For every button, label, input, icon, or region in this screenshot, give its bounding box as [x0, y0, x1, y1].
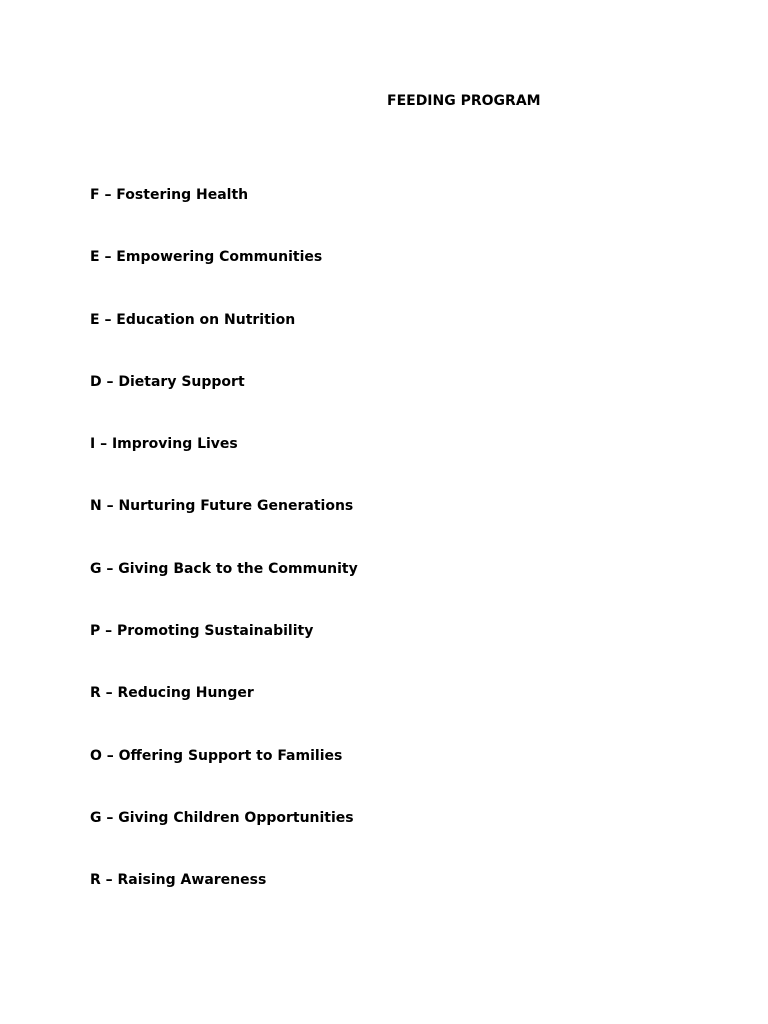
- acrostic-list: [90, 186, 358, 934]
- list-item: G – Giving Children Opportunities: [90, 809, 354, 826]
- list-item: I – Improving Lives: [90, 436, 238, 453]
- list-item: O – Offering Support to Families: [90, 747, 343, 764]
- list-item: E – Education on Nutrition: [90, 311, 296, 328]
- list-item: P – Promoting Sustainability: [90, 623, 314, 640]
- list-item: R – Reducing Hunger: [90, 685, 254, 702]
- list-item: R – Raising Awareness: [90, 872, 267, 889]
- list-item: E – Empowering Communities: [90, 249, 323, 266]
- list-item: D – Dietary Support: [90, 373, 245, 390]
- list-item: G – Giving Back to the Community: [90, 560, 358, 577]
- list-item: N – Nurturing Future Generations: [90, 498, 354, 515]
- document-title: FEEDING PROGRAM: [387, 93, 541, 109]
- list-item: F – Fostering Health: [90, 187, 249, 203]
